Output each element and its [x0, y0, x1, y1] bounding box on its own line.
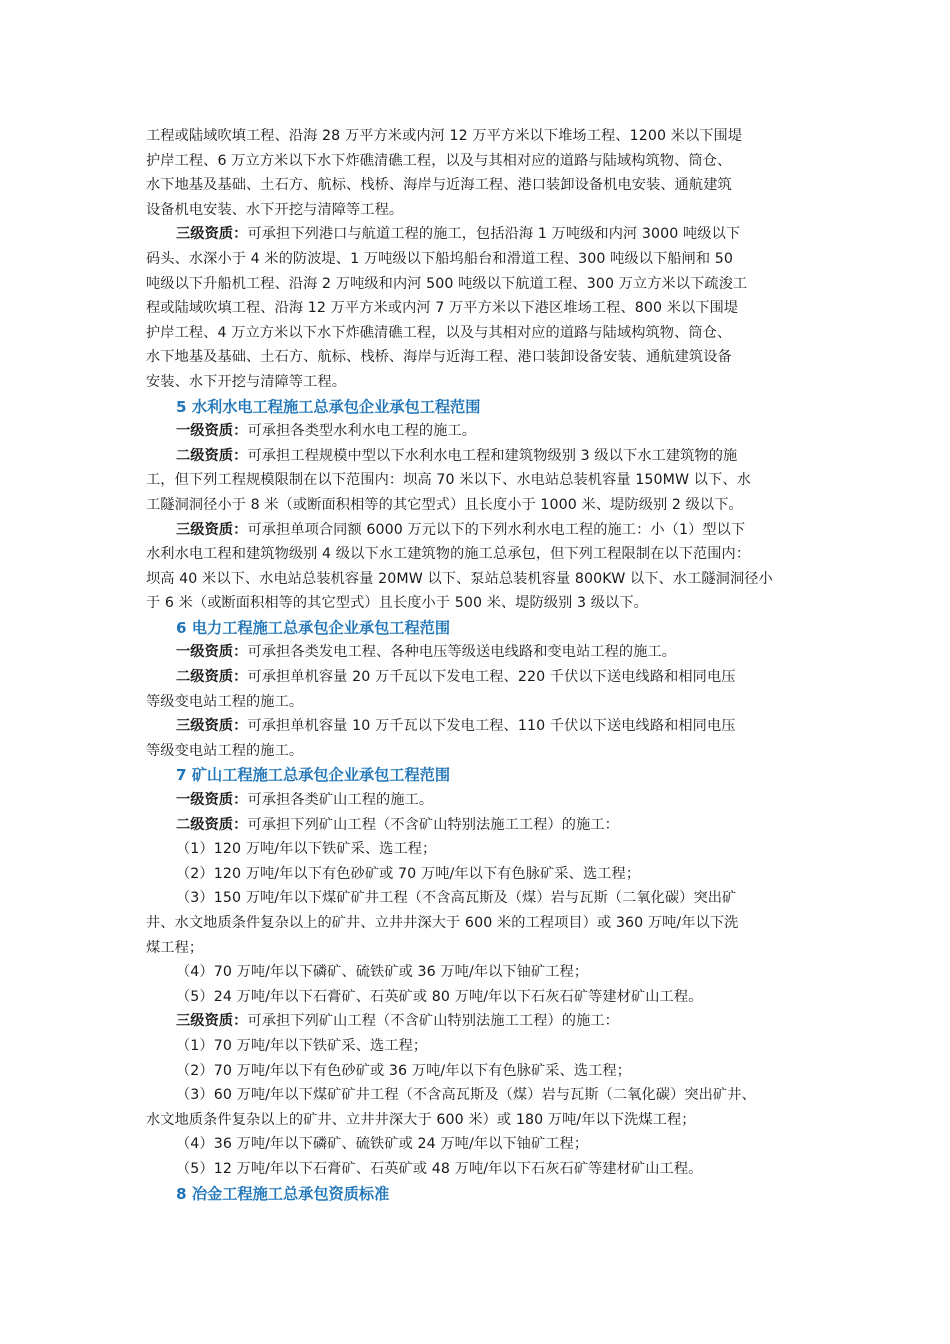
body-line: 等级变电站工程的施工。 [146, 742, 304, 759]
body-line: 程或陆域吹填工程、沿海 12 万平方米或内河 7 万平方米以下港区堆场工程、800 米以下围堤 [146, 300, 739, 317]
qualification-label: 三级资质： [176, 521, 248, 538]
qualification-text: 可承担单机容量 20 万千瓦以下发电工程、220 千伏以下送电线路和相同电压 [247, 669, 736, 686]
body-line: 工隧洞洞径小于 8 米（或断面积相等的其它型式）且长度小于 1000 米、堤防级别 2 级以下。 [146, 496, 743, 513]
body-line: 等级变电站工程的施工。 [146, 693, 304, 710]
list-item: （5）12 万吨/年以下石膏矿、石英矿或 48 万吨/年以下石灰石矿等建材矿山工程。 [176, 1160, 703, 1177]
qualification-text: 可承担单项合同额 6000 万元以下的下列水利水电工程的施工：小（1）型以下 [247, 521, 746, 538]
qualification-label: 三级资质： [176, 1013, 248, 1030]
qualification-text: 可承担下列矿山工程（不含矿山特别法施工工程）的施工： [247, 816, 619, 833]
body-line: 设备机电安装、水下开挖与清障等工程。 [146, 201, 404, 218]
body-line: 水下地基及基础、土石方、航标、栈桥、海岸与近海工程、港口装卸设备机电安装、通航建筑 [146, 177, 732, 194]
body-line: 护岸工程、6 万立方米以下水下炸礁清礁工程，以及与其相对应的道路与陆域构筑物、筒仓、 [146, 152, 732, 169]
list-item: （3）60 万吨/年以下煤矿矿井工程（不含高瓦斯及（煤）岩与瓦斯（二氧化碳）突出矿井、 [176, 1087, 756, 1104]
qualification-label: 二级资质： [176, 447, 248, 464]
qualification-paragraph [146, 222, 826, 247]
body-line: 煤工程； [146, 939, 204, 956]
qualification-paragraph [146, 1009, 826, 1034]
qualification-label: 二级资质： [176, 669, 248, 686]
body-line: 井、水文地质条件复杂以上的矿井、立井井深大于 600 米的工程项目）或 360 万吨/年以下洗 [146, 915, 739, 931]
list-item: （2）70 万吨/年以下有色砂矿或 36 万吨/年以下有色脉矿采、选工程； [176, 1062, 631, 1079]
qualification-text: 可承担各类发电工程、各种电压等级送电线路和变电站工程的施工。 [247, 644, 677, 661]
list-item: （5）24 万吨/年以下石膏矿、石英矿或 80 万吨/年以下石灰石矿等建材矿山工程。 [176, 988, 703, 1005]
body-line: 工，但下列工程规模限制在以下范围内：坝高 70 米以下、水电站总装机容量 150MW 以下、水 [146, 472, 751, 489]
qualification-text: 可承担各类矿山工程的施工。 [247, 792, 434, 809]
qualification-label: 二级资质： [176, 816, 248, 833]
body-line: 工程或陆域吹填工程、沿海 28 万平方米或内河 12 万平方米以下堆场工程、1200 米以下围堤 [146, 128, 743, 144]
qualification-paragraph [146, 640, 826, 665]
qualification-text: 可承担单机容量 10 万千瓦以下发电工程、110 千伏以下送电线路和相同电压 [247, 718, 736, 735]
qualification-paragraph [146, 444, 826, 469]
qualification-paragraph [146, 518, 826, 543]
qualification-label: 一级资质： [176, 644, 248, 661]
list-item: （4）70 万吨/年以下磷矿、硫铁矿或 36 万吨/年以下铀矿工程； [176, 964, 589, 981]
body-line: 护岸工程、4 万立方米以下水下炸礁清礁工程，以及与其相对应的道路与陆域构筑物、筒仓、 [146, 324, 732, 341]
body-line: 水文地质条件复杂以上的矿井、立井井深大于 600 米）或 180 万吨/年以下洗煤工程； [146, 1111, 696, 1128]
qualification-label: 三级资质： [176, 718, 248, 735]
qualification-paragraph [146, 813, 826, 838]
section-heading: 5 水利水电工程施工总承包企业承包工程范围 [176, 397, 481, 416]
list-item: （3）150 万吨/年以下煤矿矿井工程（不含高瓦斯及（煤）岩与瓦斯（二氧化碳）突出矿 [176, 890, 737, 907]
qualification-label: 一级资质： [176, 423, 248, 440]
document-body [146, 124, 826, 1206]
section-heading: 8 冶金工程施工总承包资质标准 [176, 1184, 390, 1203]
body-line: 码头、水深小于 4 米的防波堤、1 万吨级以下船坞船台和滑道工程、300 吨级以下船闸和 50 [146, 250, 733, 267]
qualification-text: 可承担下列港口与航道工程的施工，包括沿海 1 万吨级和内河 3000 吨级以下 [247, 226, 741, 243]
qualification-paragraph [146, 665, 826, 690]
qualification-paragraph [146, 714, 826, 739]
body-line: 吨级以下升船机工程、沿海 2 万吨级和内河 500 吨级以下航道工程、300 万立方米以下疏浚工 [146, 275, 748, 292]
qualification-text: 可承担下列矿山工程（不含矿山特别法施工工程）的施工： [247, 1013, 619, 1030]
qualification-label: 一级资质： [176, 792, 248, 809]
qualification-paragraph [146, 788, 826, 813]
section-heading: 7 矿山工程施工总承包企业承包工程范围 [176, 766, 451, 785]
section-heading: 6 电力工程施工总承包企业承包工程范围 [176, 618, 451, 637]
qualification-label: 三级资质： [176, 226, 248, 243]
body-line: 水下地基及基础、土石方、航标、栈桥、海岸与近海工程、港口装卸设备安装、通航建筑设备 [146, 349, 732, 366]
list-item: （1）120 万吨/年以下铁矿采、选工程； [176, 841, 437, 858]
body-line: 于 6 米（或断面积相等的其它型式）且长度小于 500 米、堤防级别 3 级以下。 [146, 595, 648, 612]
qualification-text: 可承担工程规模中型以下水利水电工程和建筑物级别 3 级以下水工建筑物的施 [247, 447, 738, 464]
qualification-text: 可承担各类型水利水电工程的施工。 [247, 423, 477, 440]
list-item: （2）120 万吨/年以下有色砂矿或 70 万吨/年以下有色脉矿采、选工程； [176, 865, 641, 882]
list-item: （4）36 万吨/年以下磷矿、硫铁矿或 24 万吨/年以下铀矿工程； [176, 1136, 589, 1153]
body-line: 水利水电工程和建筑物级别 4 级以下水工建筑物的施工总承包，但下列工程限制在以下范围内： [146, 546, 751, 563]
list-item: （1）70 万吨/年以下铁矿采、选工程； [176, 1037, 428, 1054]
qualification-paragraph [146, 419, 826, 444]
body-line: 坝高 40 米以下、水电站总装机容量 20MW 以下、泵站总装机容量 800KW 以下、水工隧洞洞径小 [146, 570, 773, 587]
body-line: 安装、水下开挖与清障等工程。 [146, 373, 347, 390]
